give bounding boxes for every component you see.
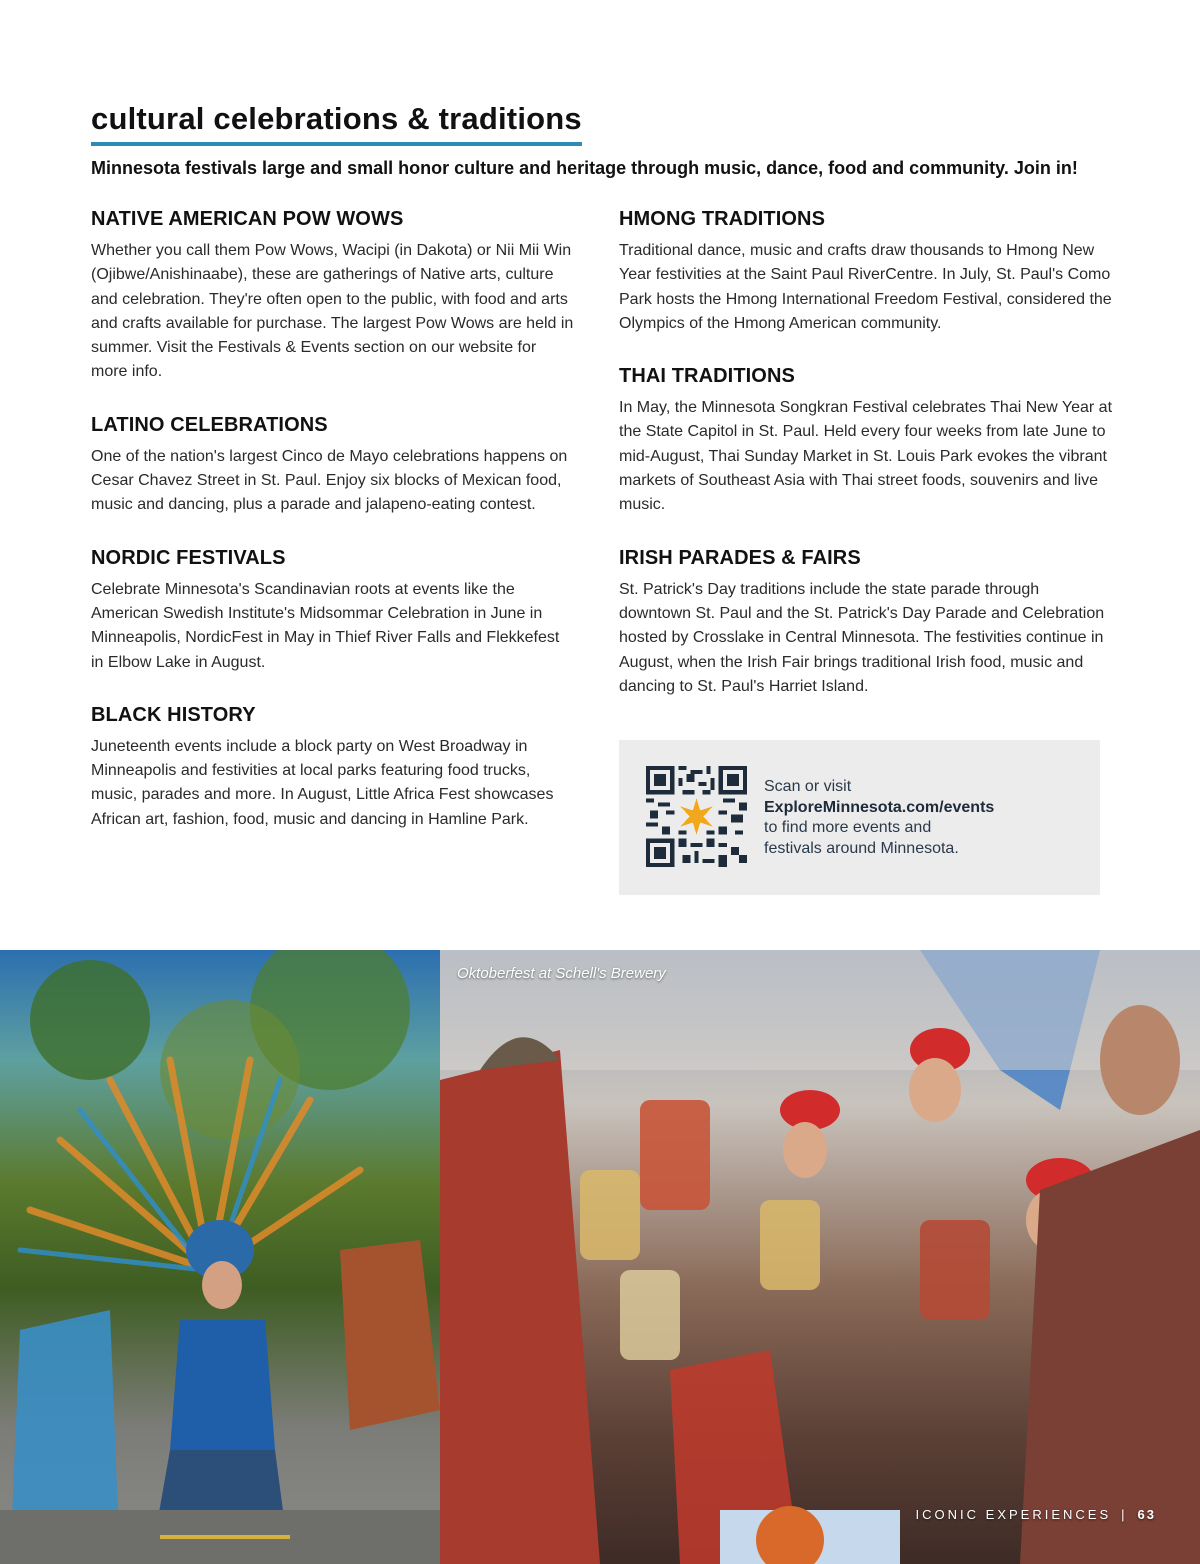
- photo-oktoberfest: [440, 950, 1200, 1564]
- photo-dancer-illustration: [0, 950, 440, 1564]
- qr-line-2: to find more events and: [764, 819, 932, 836]
- section-black-history: [91, 701, 581, 832]
- qr-callout: [619, 740, 1100, 895]
- events-link[interactable]: ExploreMinnesota.com/events: [764, 798, 995, 816]
- page-number: 63: [1137, 1507, 1156, 1522]
- section-body: Whether you call them Pow Wows, Wacipi (in Dakota) or Nii Mii Win (Ojibwe/Anishinaabe), these are gatherings of Native arts, culture and celebration. They're often open to the public, with food and arts and crafts available for purchase. The largest Pow Wows are held in summer. Visit the Festivals & Events section on our website for more info.: [91, 242, 574, 381]
- section-heading: IRISH PARADES & FAIRS: [619, 546, 861, 569]
- section-body: Celebrate Minnesota's Scandinavian roots at events like the American Swedish Institute's Midsommar Celebration in June in Minneapolis, NordicFest in May in Thief River Falls and Flekkefest in Elbow Lake in August.: [91, 580, 560, 671]
- left-column: [91, 205, 581, 858]
- section-irish: [619, 544, 1109, 699]
- section-native-american: [91, 205, 581, 385]
- section-body: St. Patrick's Day traditions include the state parade through downtown St. Paul and the St. Patrick's Day Parade and Celebration hosted by Crosslake in Central Minnesota. The festivities continue in August, when the Irish Fair brings traditional Irish food, music and dancing to St. Paul's Harriet Island.: [619, 580, 1105, 695]
- section-thai: [619, 362, 1113, 517]
- photo-oktoberfest-illustration: [440, 950, 1200, 1564]
- section-body: In May, the Minnesota Songkran Festival celebrates Thai New Year at the State Capitol in St. Paul. Held every four weeks from late June to mid-August, Thai Sunday Market in St. Louis Park evokes the vibrant markets of Southeast Asia with Thai street foods, souvenirs and live music.: [619, 399, 1113, 514]
- photo-caption: Oktoberfest at Schell's Brewery: [457, 965, 666, 982]
- section-latino: [91, 411, 581, 518]
- page-footer: [916, 1507, 1156, 1522]
- page-title: cultural celebrations & traditions: [91, 100, 582, 146]
- section-body: Juneteenth events include a block party on West Broadway in Minneapolis and festivities at local parks featuring food trucks, music, parades and more. In August, Little Africa Fest showcases African art, fashion, food, music and dancing in Hamline Park.: [91, 737, 554, 828]
- section-hmong: [619, 205, 1112, 336]
- qr-callout-text: [764, 777, 1084, 859]
- qr-line-1: Scan or visit: [764, 778, 852, 795]
- section-heading: LATINO CELEBRATIONS: [91, 413, 328, 436]
- section-heading: NATIVE AMERICAN POW WOWS: [91, 208, 404, 230]
- section-body: One of the nation's largest Cinco de Mayo celebrations happens on Cesar Chavez Street in St. Paul. Enjoy six blocks of Mexican food, music and dancing, plus a parade and jalapeno-eating contest.: [91, 447, 568, 514]
- right-column: [619, 205, 1113, 725]
- intro-text: Minnesota festivals large and small honor culture and heritage through music, dance, food and community. Join in!: [91, 158, 1078, 178]
- section-heading: HMONG TRADITIONS: [619, 208, 826, 230]
- section-heading: BLACK HISTORY: [91, 703, 256, 726]
- section-heading: THAI TRADITIONS: [619, 365, 795, 388]
- photo-dancer: [0, 950, 440, 1564]
- section-body: Traditional dance, music and crafts draw thousands to Hmong New Year festivities at the Saint Paul RiverCentre. In July, St. Paul's Como Park hosts the Hmong International Freedom Festival, considered the Olympics of the Hmong American community.: [619, 242, 1112, 332]
- qr-line-3: festivals around Minnesota.: [764, 839, 959, 857]
- footer-section: ICONIC EXPERIENCES: [915, 1507, 1112, 1522]
- qr-code-icon[interactable]: [646, 766, 747, 867]
- section-nordic: [91, 544, 581, 675]
- footer-separator: |: [1121, 1507, 1128, 1522]
- section-heading: NORDIC FESTIVALS: [91, 546, 286, 569]
